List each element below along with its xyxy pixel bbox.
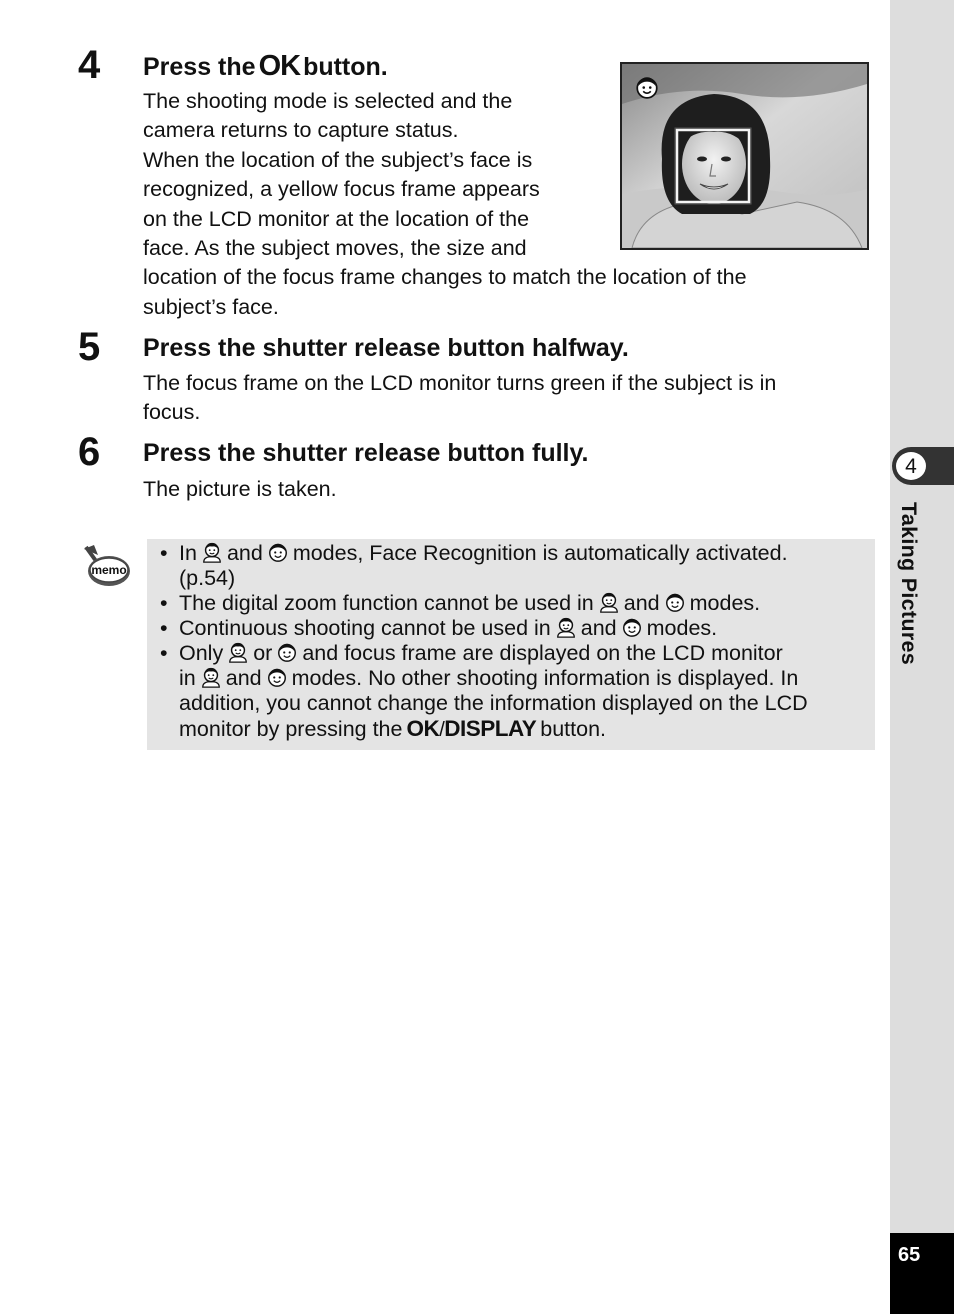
memo-item-continued — [160, 566, 808, 591]
memo-text: Continuous shooting cannot be used in — [179, 616, 551, 640]
step-heading-post: button. — [303, 53, 388, 81]
text-line: The shooting mode is selected and the — [143, 89, 513, 113]
memo-text: and — [226, 541, 263, 565]
step-heading-pre: Press the — [143, 53, 256, 81]
page-reference: (p.54) — [179, 566, 236, 590]
memo-text: The digital zoom function cannot be used in — [179, 591, 594, 615]
memo-item — [160, 541, 808, 566]
text-line: focus. — [143, 400, 201, 425]
memo-list — [160, 541, 808, 741]
face-smile-mode-icon — [276, 641, 298, 663]
memo-item-continued — [160, 691, 808, 716]
text-line: recognized, a yellow focus frame appears — [143, 177, 540, 202]
face-portrait-mode-icon — [201, 541, 223, 563]
chapter-number: 4 — [895, 451, 927, 481]
chapter-title: Taking Pictures — [897, 502, 921, 666]
memo-item — [160, 641, 808, 666]
bullet: • — [160, 591, 168, 615]
step-description — [143, 475, 337, 504]
memo-text: button. — [540, 717, 606, 741]
text-line: on the LCD monitor at the location of the — [143, 206, 530, 231]
memo-text: modes. No other shooting information is displayed. In — [291, 666, 799, 690]
memo-item-continued — [160, 666, 808, 691]
memo-text: In — [179, 541, 197, 565]
memo-text: modes. — [689, 591, 761, 615]
bullet: • — [160, 616, 168, 640]
memo-item-continued — [160, 716, 808, 741]
face-smile-mode-icon — [664, 591, 686, 613]
face-smile-mode-icon — [621, 616, 643, 638]
ok-display-button-glyph: OK/DISPLAY — [406, 716, 537, 741]
memo-text: modes. — [646, 616, 718, 640]
memo-text: and focus frame are displayed on the LCD monitor — [302, 641, 783, 665]
memo-text: and — [225, 666, 262, 690]
face-smile-mode-icon — [266, 666, 288, 688]
text-line: face. As the subject moves, the size and — [143, 236, 527, 261]
face-portrait-mode-icon — [598, 591, 620, 613]
step-number: 4 — [78, 43, 101, 87]
step-heading — [143, 51, 388, 82]
text-line: The focus frame on the LCD monitor turns green if the subject is in — [143, 371, 777, 395]
page-number: 65 — [898, 1244, 921, 1266]
lcd-monitor-photo — [620, 62, 869, 250]
ok-button-glyph: OK — [258, 50, 301, 82]
bullet: • — [160, 641, 168, 665]
memo-text: in — [179, 666, 196, 690]
memo-text: or — [253, 641, 273, 665]
face-portrait-mode-icon — [200, 666, 222, 688]
memo-text: and — [623, 591, 660, 615]
memo-item — [160, 591, 808, 616]
text-line: When the location of the subject’s face is — [143, 147, 533, 172]
bullet: • — [160, 541, 168, 565]
step-heading: Press the shutter release button fully. — [143, 439, 589, 467]
step-description — [143, 369, 776, 428]
memo-icon-label: memo — [91, 563, 127, 577]
face-portrait-mode-icon — [555, 616, 577, 638]
text-line: camera returns to capture status. — [143, 118, 459, 143]
face-smile-mode-icon — [267, 541, 289, 563]
face-portrait-mode-icon — [227, 641, 249, 663]
memo-item — [160, 616, 808, 641]
text-line: The picture is taken. — [143, 477, 337, 501]
memo-text: addition, you cannot change the information displayed on the LCD — [179, 691, 808, 715]
step-heading: Press the shutter release button halfway. — [143, 334, 629, 362]
memo-text: and — [580, 616, 617, 640]
step-number: 5 — [78, 325, 101, 369]
memo-icon — [80, 543, 132, 589]
memo-text: Only — [179, 641, 224, 665]
memo-text: monitor by pressing the — [179, 717, 403, 741]
text-line: location of the focus frame changes to match the location of the — [143, 265, 747, 290]
text-line: subject’s face. — [143, 294, 279, 319]
memo-text: modes, Face Recognition is automatically activated. — [292, 541, 788, 565]
step-number: 6 — [78, 430, 101, 474]
